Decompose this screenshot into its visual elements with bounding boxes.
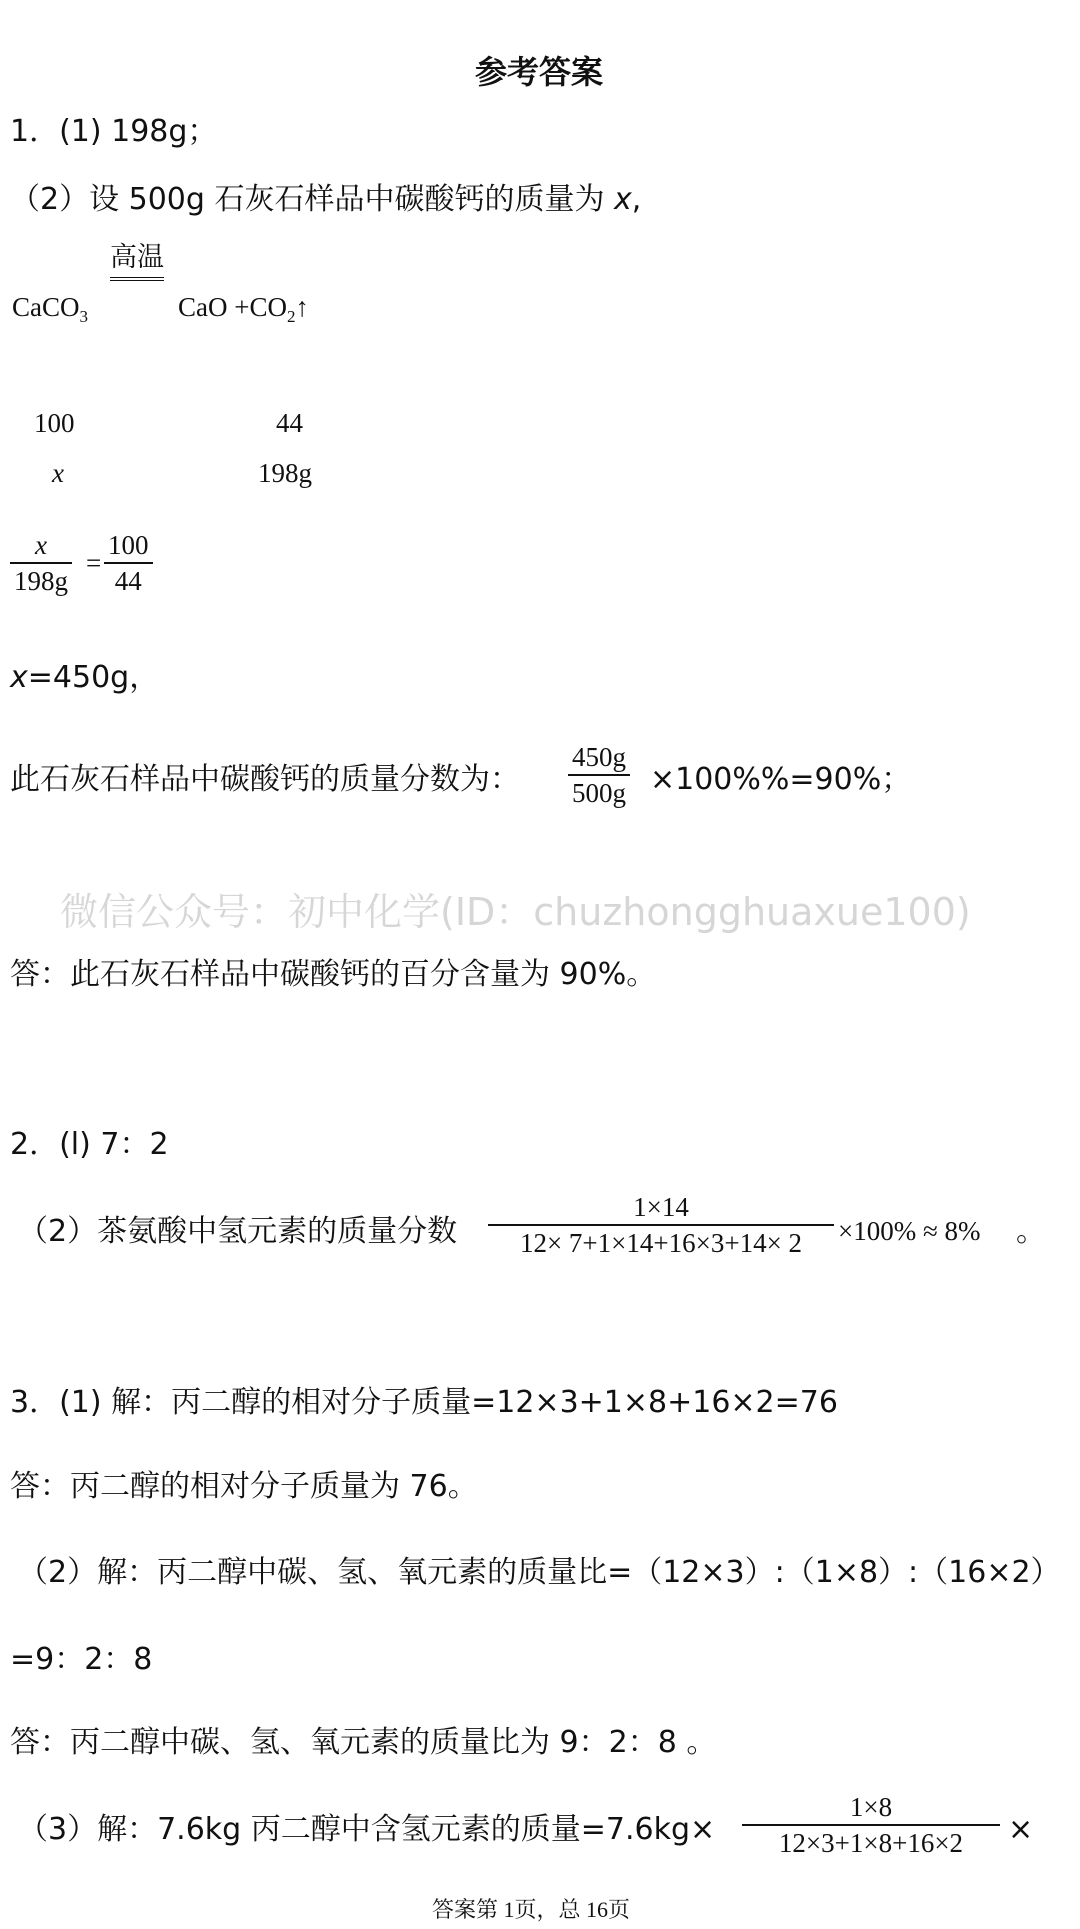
proportion-equals: = [86, 548, 102, 578]
reaction-condition: 高温 [110, 240, 164, 281]
unknown-reactant: x [52, 458, 64, 488]
page-title: 参考答案 [475, 53, 604, 91]
q2-part2-label: （2）茶氨酸中氢元素的质量分数 [18, 1214, 458, 1249]
molar-mass-product: 44 [276, 408, 303, 438]
proportion-right: 100 44 [104, 528, 153, 598]
q3-answer1: 答：丙二醇的相对分子质量为 76。 [10, 1469, 478, 1504]
q2-end: 。 [1016, 1214, 1046, 1249]
q1-part2-setup: （2）设 500g 石灰石样品中碳酸钙的质量为 x, [10, 182, 642, 217]
product-formula: CaO $+CO_2↑$ [178, 292, 309, 326]
q3-part2: （2）解：丙二醇中碳、氢、氧元素的质量比=（12×3）:（1×8）:（16×2） [18, 1555, 1061, 1590]
q3-fraction: 1×8 12×3+1×8+16×2 [742, 1790, 1000, 1860]
percent-result: ×100%%=90%； [650, 762, 912, 797]
q2-fraction: 1×14 12× 7+1×14+16×3+14× 2 [488, 1190, 834, 1260]
known-product: 198g [258, 458, 312, 488]
proportion-left: x 198g [10, 528, 72, 598]
percent-fraction: 450g 500g [568, 740, 630, 810]
q1-part1: 1．(1) 198g； [10, 114, 218, 149]
page-footer: 答案第 1页，总 16页 [432, 1897, 631, 1922]
q1-result: x=450g， [10, 660, 160, 695]
q2-result: ×100% ≈ 8% [838, 1216, 981, 1246]
q3-part1: 3．(1) 解：丙二醇的相对分子质量=12×3+1×8+16×2=76 [10, 1385, 838, 1420]
reactant-formula: CaCO$_3$ [12, 292, 88, 326]
molar-mass-reactant: 100 [34, 408, 75, 438]
q3-part2-result: =9：2：8 [10, 1642, 153, 1677]
q3-part3-label: （3）解：7.6kg 丙二醇中含氢元素的质量=7.6kg× [18, 1812, 716, 1847]
q3-tail: × [1008, 1812, 1034, 1847]
q1-answer: 答：此石灰石样品中碳酸钙的百分含量为 90%。 [10, 957, 657, 992]
q2-part1: 2．(l) 7：2 [10, 1127, 169, 1162]
q3-answer2: 答：丙二醇中碳、氢、氧元素的质量比为 9：2：8 。 [10, 1725, 717, 1760]
watermark: 微信公众号：初中化学(ID：chuzhongghuaxue100) [60, 890, 971, 934]
percent-label: 此石灰石样品中碳酸钙的质量分数为： [10, 762, 520, 797]
